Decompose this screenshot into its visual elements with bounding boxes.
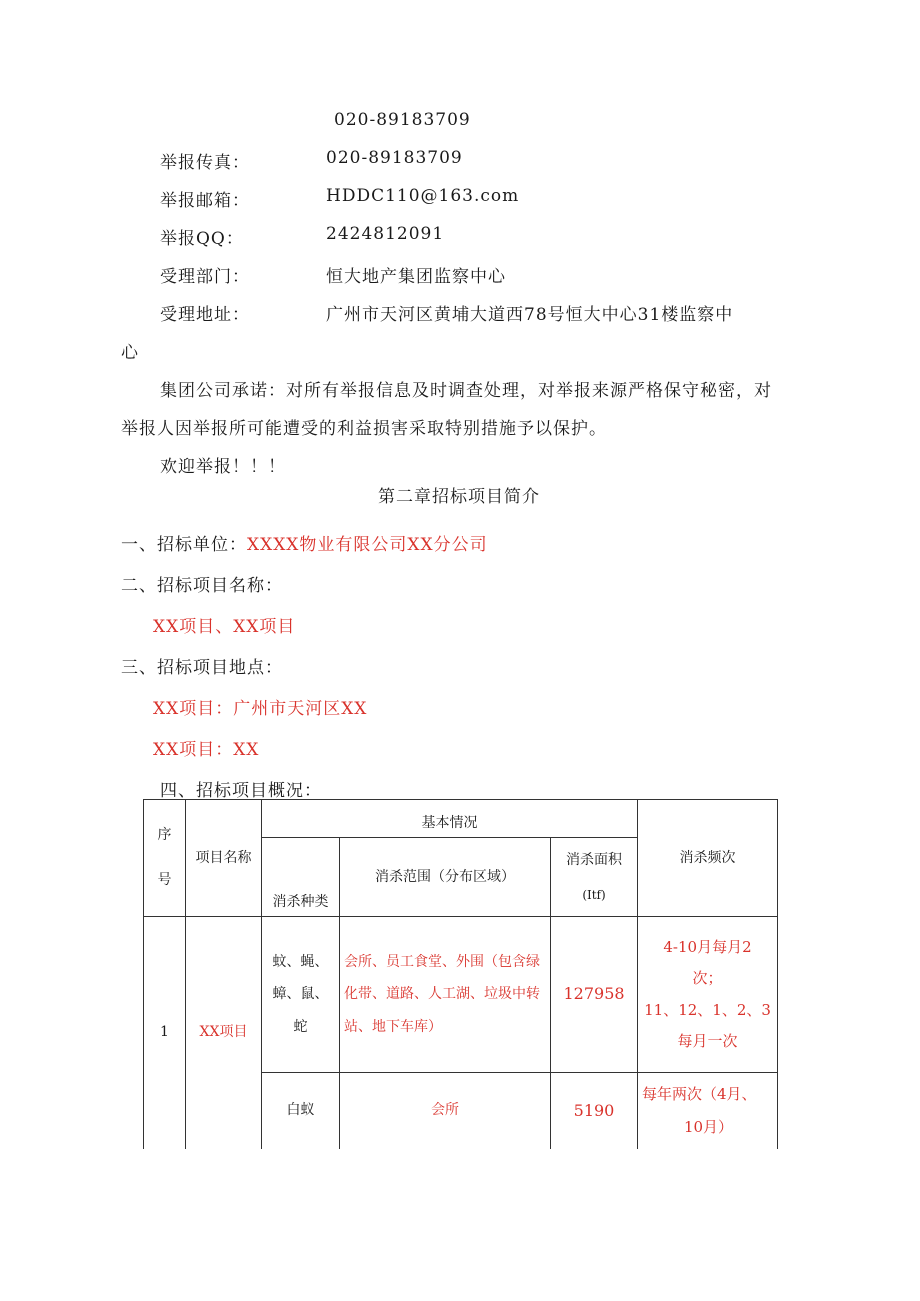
row1-scope xyxy=(340,917,551,1073)
row2-freq-line-1: 每年两次（4月、 xyxy=(642,1084,757,1103)
dept-value: 恒大地产集团监察中心 xyxy=(326,267,506,287)
row1-area: 127958 xyxy=(551,917,638,1073)
fax-label: 举报传真： xyxy=(160,153,250,173)
header-scope: 消杀范围（分布区域） xyxy=(340,838,551,917)
row1-kind-line-1: 蚊、蝇、 xyxy=(272,954,329,971)
row1-freq-line-2: 次； xyxy=(692,969,723,987)
row1-freq-line-3: 11、12、1、2、3 xyxy=(644,1000,771,1019)
dept-label: 受理部门： xyxy=(160,267,250,287)
header-area-unit: (Itf) xyxy=(582,887,606,902)
section-location-2: XX项目：XX xyxy=(153,740,260,760)
commitment-line-1: 集团公司承诺：对所有举报信息及时调查处理，对举报来源严格保守秘密，对 xyxy=(160,381,772,401)
row1-project: XX项目 xyxy=(186,917,262,1149)
fax-value: 020-89183709 xyxy=(326,148,463,168)
header-area xyxy=(551,838,638,917)
project-overview-table xyxy=(143,799,778,1149)
qq-value: 2424812091 xyxy=(326,224,445,244)
row1-kind-line-3: 蛇 xyxy=(293,1018,308,1035)
row2-frequency xyxy=(638,1073,778,1149)
row1-freq-line-1: 4-10月每月2 xyxy=(663,937,752,956)
section-unit-value: XXXX物业有限公司XX分公司 xyxy=(247,535,488,555)
section-name-value: XX项目、XX项目 xyxy=(153,617,296,637)
chapter-title: 第二章招标项目简介 xyxy=(378,487,540,507)
welcome-text: 欢迎举报！！！ xyxy=(160,457,286,477)
section-overview-heading: 四、招标项目概况： xyxy=(160,781,322,801)
row1-freq-line-4: 每月一次 xyxy=(677,1032,738,1050)
row1-scope-line-3: 站、地下车库） xyxy=(344,1018,442,1035)
section-name-heading: 二、招标项目名称： xyxy=(121,576,283,596)
address-wrap: 心 xyxy=(121,343,139,363)
table-header-row xyxy=(144,800,778,838)
header-basic-info: 基本情况 xyxy=(262,800,638,838)
row2-area: 5190 xyxy=(551,1073,638,1149)
address-label: 受理地址： xyxy=(160,305,250,325)
header-seq-bottom: 号 xyxy=(157,872,172,888)
row1-scope-line-1: 会所、员工食堂、外围（包含绿 xyxy=(344,954,540,971)
phone-continuation: 020-89183709 xyxy=(334,110,471,130)
header-seq-top: 序 xyxy=(157,827,172,844)
row2-scope: 会所 xyxy=(340,1073,551,1149)
row1-kind xyxy=(262,917,340,1073)
row2-kind: 白蚁 xyxy=(262,1073,340,1149)
header-seq xyxy=(144,800,186,917)
address-value: 广州市天河区黄埔大道西78号恒大中心31楼监察中 xyxy=(326,305,734,325)
section-location-1: XX项目：广州市天河区XX xyxy=(153,699,368,719)
header-area-label: 消杀面积 xyxy=(566,852,622,869)
row2-freq-line-2: 10月） xyxy=(683,1117,734,1136)
email-label: 举报邮箱： xyxy=(160,191,250,211)
section-location-heading: 三、招标项目地点： xyxy=(121,658,283,678)
email-value: HDDC110@163.com xyxy=(326,186,520,206)
header-project-name: 项目名称 xyxy=(186,800,262,917)
row1-frequency xyxy=(638,917,778,1073)
table-row xyxy=(144,917,778,1073)
row1-scope-line-2: 化带、道路、人工湖、垃圾中转 xyxy=(344,986,540,1003)
row1-kind-line-2: 蟑、鼠、 xyxy=(272,986,329,1003)
header-frequency: 消杀频次 xyxy=(638,800,778,917)
section-unit xyxy=(121,530,488,555)
section-unit-prefix: 一、招标单位： xyxy=(121,535,247,555)
qq-label: 举报QQ： xyxy=(160,229,244,249)
row1-seq: 1 xyxy=(144,917,186,1149)
header-kind: 消杀种类 xyxy=(262,838,340,917)
commitment-line-2: 举报人因举报所可能遭受的利益损害采取特别措施予以保护。 xyxy=(121,419,607,439)
